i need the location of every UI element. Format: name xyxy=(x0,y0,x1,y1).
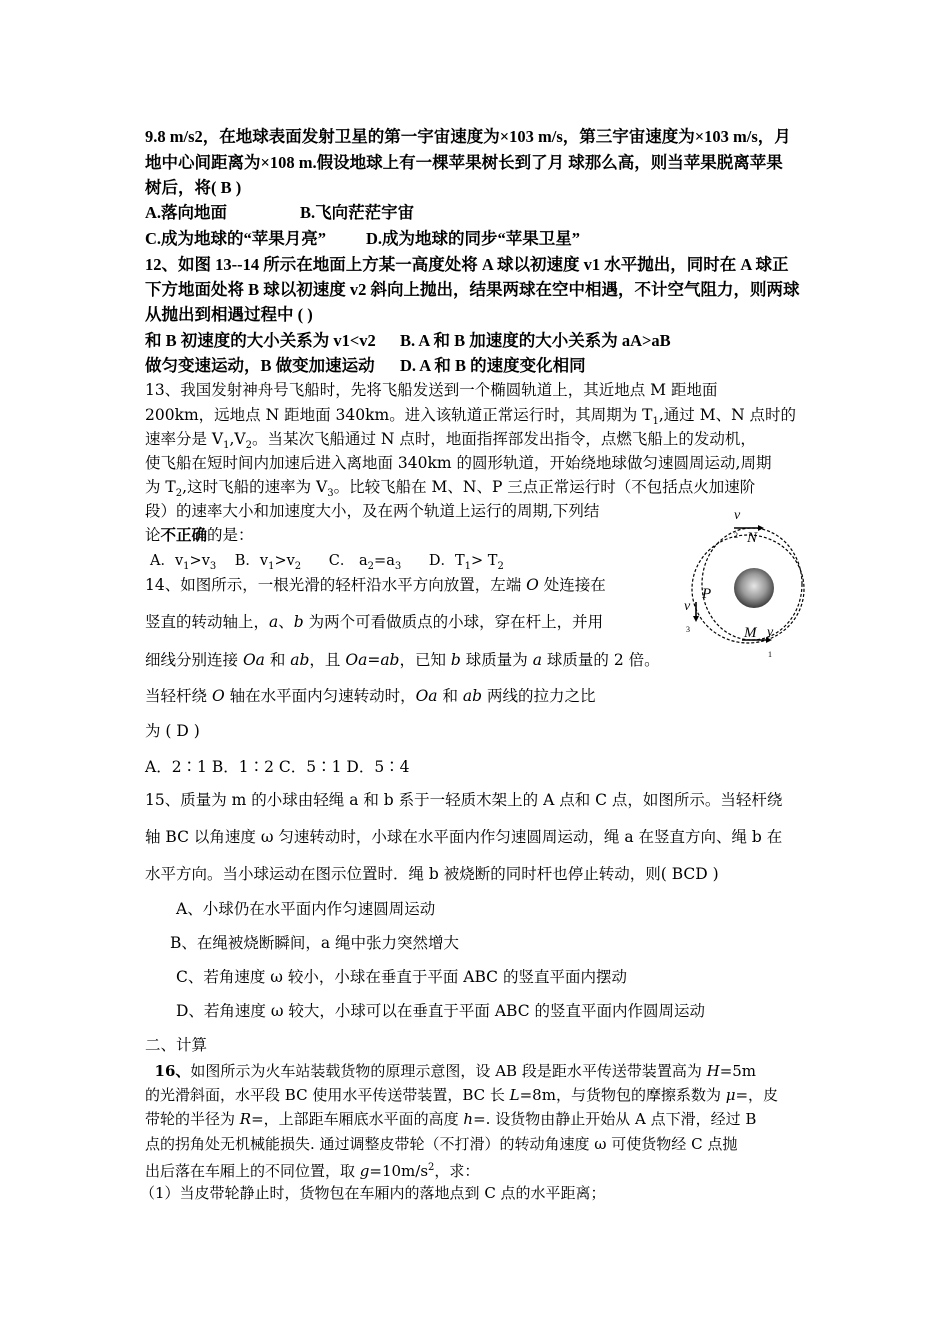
label-sub1: 1 xyxy=(768,650,772,659)
q13-line4: 使飞船在短时间内加速后进入离地面 340km 的圆形轨道，开始绕地球做匀速圆周运动,周期 xyxy=(145,454,772,472)
q12-option-b: B. A 和 B 加速度的大小关系为 aA>aB xyxy=(400,331,671,350)
q12-line1: 12、如图 13--14 所示在地面上方某一高度处将 A 球以初速度 v1 水平抛出，同时在 A 球正 xyxy=(145,255,789,274)
q13-line5: 为 $T_2$,这时飞船的速率为 $V_3$。比较飞船在 M、N、P 三点正常运行时（不包括点火加速阶 xyxy=(145,478,756,500)
earth xyxy=(734,568,774,608)
label-v-left: v xyxy=(684,599,691,614)
q11-option-a: A.落向地面 xyxy=(145,203,228,222)
q11-option-c: C.成为地球的“苹果月亮” xyxy=(145,229,327,248)
label-v-top: v xyxy=(734,508,741,523)
q12-option-c: 做匀变速运动，B 做变加速运动 xyxy=(145,356,375,375)
q12-line3: 从抛出到相遇过程中 ( ) xyxy=(145,305,313,324)
q11-line2: 地中心间距离为×108 m.假设地球上有一棵苹果树长到了月 球那么高，则当苹果脱离苹果 xyxy=(145,153,783,172)
q15-line1: 15、质量为 m 的小球由轻绳 a 和 b 系于一轻质木架上的 A 点和 C 点，如图所示。当轻杆绕 xyxy=(145,791,783,809)
q13-options: A．$v_1>v_3$ B．$v_1>v_2$ C． $a_2=a_3$ D．$T_1> T_2$ xyxy=(150,553,504,572)
q14-line3: 细线分别连接 Oa 和 ab，且 Oa=ab，已知 b 球质量为 a 球质量的 2 倍。 xyxy=(145,651,660,669)
label-v-bottom: v xyxy=(767,625,774,640)
q14-options: A．2∶1 B．1∶2 C．5∶1 D．5∶4 xyxy=(145,758,410,776)
q15-option-c: C、若角速度 ω 较小，小球在垂直于平面 ABC 的竖直平面内摆动 xyxy=(176,968,627,986)
q11-line1: 9.8 m/s2，在地球表面发射卫星的第一宇宙速度为×103 m/s，第三宇宙速度为×103 m/s，月 xyxy=(145,127,791,146)
q14-line1: 14、如图所示，一根光滑的轻杆沿水平方向放置，左端 O 处连接在 xyxy=(145,576,606,594)
label-sub2: 2 xyxy=(734,531,738,540)
label-N: N xyxy=(747,530,758,546)
q16-line2: 的光滑斜面，水平段 BC 使用水平传送带装置，BC 长 L=8m，与货物包的摩擦系数为 μ=，皮 xyxy=(145,1086,779,1104)
section-heading: 二、计算 xyxy=(145,1036,208,1054)
q14-line5: 为 ( D ) xyxy=(145,722,200,740)
q14-line2: 竖直的转动轴上，a、b 为两个可看做质点的小球，穿在杆上，并用 xyxy=(145,613,604,631)
q13-line1: 13、我国发射神舟号飞船时，先将飞船发送到一个椭圆轨道上，其近地点 M 距地面 xyxy=(145,381,718,399)
q16-line1: 16、如图所示为火车站装载货物的原理示意图，设 AB 段是距水平传送带装置高为 H=5m xyxy=(154,1062,757,1080)
q11-option-b: B.飞向茫茫宇宙 xyxy=(300,203,415,222)
q12-line2: 下方地面处将 B 球以初速度 v2 斜向上抛出，结果两球在空中相遇，不计空气阻力，则两球 xyxy=(145,280,800,299)
q16-subquestion-1: （1）当皮带轮静止时，货物包在车厢内的落地点到 C 点的水平距离； xyxy=(140,1184,606,1202)
q12-option-d: D. A 和 B 的速度变化相同 xyxy=(400,356,586,375)
q13-line7: 论不正确的是： xyxy=(145,525,254,544)
q11-option-d: D.成为地球的同步“苹果卫星” xyxy=(366,229,581,248)
label-sub3: 3 xyxy=(686,625,690,634)
q11-line3: 树后，将( B ) xyxy=(145,178,242,197)
q13-line6: 段）的速率大小和加速度大小，及在两个轨道上运行的周期,下列结 xyxy=(145,502,600,520)
q13-line2: 200km，远地点 N 距地面 340km。进入该轨道正常运行时，其周期为 $T_1$,通过 M、N 点时的 xyxy=(145,406,797,428)
q15-option-b: B、在绳被烧断瞬间，a 绳中张力突然增大 xyxy=(170,934,460,952)
q13-line3: 速率分是 $V_1,V_2$。当某次飞船通过 N 点时，地面指挥部发出指令，点燃飞船上的发动机， xyxy=(145,430,756,452)
q14-line4: 当轻杆绕 O 轴在水平面内匀速转动时，Oa 和 ab 两线的拉力之比 xyxy=(145,687,596,705)
q15-line2: 轴 BC 以角速度 ω 匀速转动时，小球在水平面内作匀速圆周运动，绳 a 在竖直方向、绳 b 在 xyxy=(145,828,783,846)
q15-option-d: D、若角速度 ω 较大，小球可以在垂直于平面 ABC 的竖直平面内作圆周运动 xyxy=(176,1002,706,1020)
q16-line3: 带轮的半径为 R=，上部距车厢底水平面的高度 h=. 设货物由静止开始从 A 点下滑，经过 B xyxy=(145,1110,757,1128)
label-P: P xyxy=(702,586,712,602)
label-M: M xyxy=(744,625,757,641)
q16-line5: 出后落在车厢上的不同位置，取 $g=10m/s^2$，求： xyxy=(145,1162,480,1180)
q15-line3: 水平方向。当小球运动在图示位置时．绳 b 被烧断的同时杆也停止转动，则( BCD ) xyxy=(145,865,719,883)
q12-option-a: 和 B 初速度的大小关系为 v1<v2 xyxy=(145,331,376,350)
q15-option-a: A、小球仍在水平面内作匀速圆周运动 xyxy=(176,900,436,918)
q16-line4: 点的拐角处无机械能损失. 通过调整皮带轮（不打滑）的转动角速度 ω 可使货物经 C 点抛 xyxy=(145,1135,738,1153)
orbit-diagram xyxy=(672,506,812,662)
